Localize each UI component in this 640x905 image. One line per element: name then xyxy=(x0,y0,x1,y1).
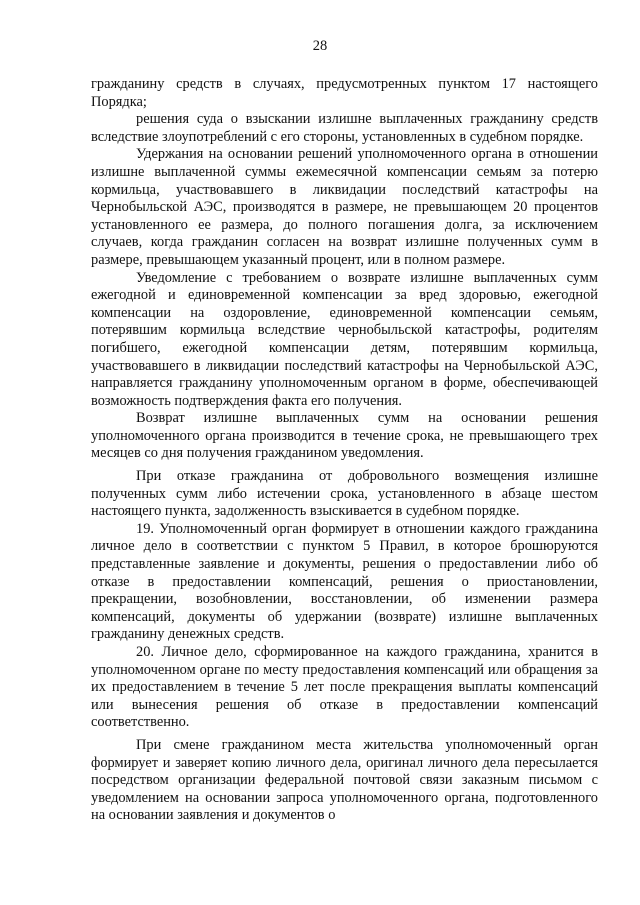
paragraph: При отказе гражданина от добровольного возмещения излишне полученных сумм либо истечении срока, установленного в абзаце шестом настоящего пункта, задолженность взыскивается в судебном порядке. xyxy=(91,468,598,520)
paragraph: Уведомление с требованием о возврате излишне выплаченных сумм ежегодной и единовременной компенсации за вред здоровью, ежегодной компенсации на оздоровление, единовременной компенсации семьям, потерявшим кормильца вследствие чернобыльской катастрофы, родителям погибшего, ежегодной компенсации детям, потерявшим кормильца, участвовавшего в ликвидации последствий катастрофы на Чернобыльской АЭС, направляется гражданину уполномоченным органом в форме, обеспечивающей возможность подтверждения факта его получения. xyxy=(91,269,598,409)
paragraph: Удержания на основании решений уполномоченного органа в отношении излишне выплаченной суммы ежемесячной компенсации семьям за потерю кормильца, участвовавшего в ликвидации последствий катастрофы на Чернобыльской АЭС, производятся в размере, не превышающем 20 процентов установленного ее размера, до полного погашения долга, за исключением случаев, когда гражданин согласен на возврат излишне полученных сумм в размере, превышающем указанный процент, или в полном размере. xyxy=(91,146,598,268)
page-number: 28 xyxy=(312,38,328,54)
paragraph: Возврат излишне выплаченных сумм на основании решения уполномоченного органа производится в течение срока, не превышающего трех месяцев со дня получения гражданином уведомления. xyxy=(91,410,598,462)
paragraph: гражданину средств в случаях, предусмотренных пунктом 17 настоящего Порядка; xyxy=(91,76,598,110)
paragraph: При смене гражданином места жительства уполномоченный орган формирует и заверяет копию личного дела, оригинал личного дела пересылается посредством организации федеральной почтовой связи заказным письмом с уведомлением на основании запроса уполномоченного органа, подготовленного на основании заявления и документов о xyxy=(91,736,598,824)
paragraph: 19. Уполномоченный орган формирует в отношении каждого гражданина личное дело в соответствии с пунктом 5 Правил, в которое брошюруются представленные заявление и документы, решения о предоставлении либо об отказе в предоставлении компенсаций, решения о приостановлении, прекращении, возобновлении, восстановлении, об изменении размера компенсаций, документы об удержании (возврате) излишне выплаченных гражданину денежных средств. xyxy=(91,520,598,643)
paragraph: 20. Личное дело, сформированное на каждого гражданина, хранится в уполномоченном органе по месту предоставления компенсаций или обращения за их предоставлением в течение 5 лет после прекращения выплаты компенсаций или вынесения решения об отказе в предоставлении компенсаций соответственно. xyxy=(91,644,598,731)
document-body xyxy=(91,76,598,825)
paragraph: решения суда о взыскании излишне выплаченных гражданину средств вследствие злоупотреблений с его стороны, установленных в судебном порядке. xyxy=(91,111,598,145)
